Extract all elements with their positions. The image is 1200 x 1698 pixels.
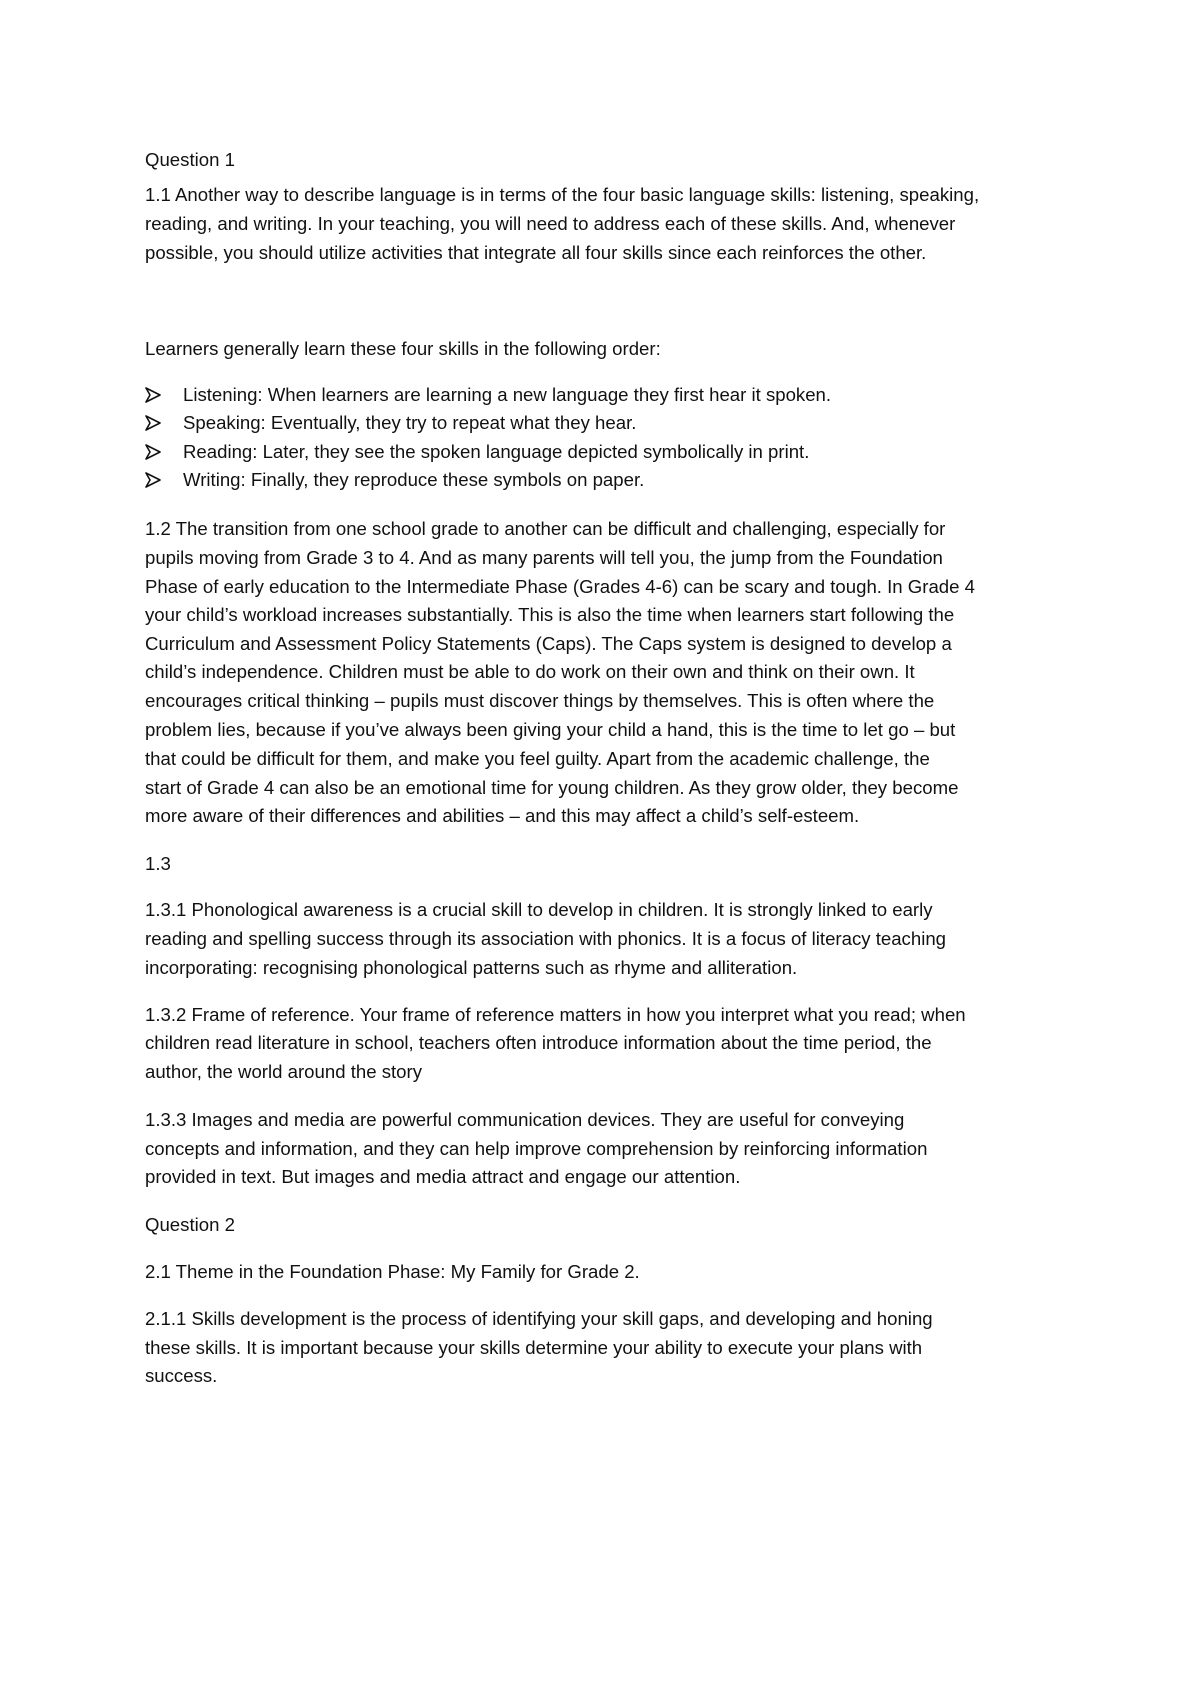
paragraph-1-2-line: start of Grade 4 can also be an emotional time for young children. As they grow older, they become: [145, 777, 959, 798]
paragraph-1-2-line: pupils moving from Grade 3 to 4. And as many parents will tell you, the jump from the Foundation: [145, 547, 943, 568]
paragraph-2-1-1-line: success.: [145, 1365, 218, 1386]
question-1-heading: Question 1: [145, 149, 235, 170]
paragraph-1-3-1-line: 1.3.1 Phonological awareness is a crucial skill to develop in children. It is strongly linked to early: [145, 899, 933, 920]
paragraph-1-3-1-line: reading and spelling success through its association with phonics. It is a focus of literacy teaching: [145, 928, 947, 949]
paragraph-1-3-3-line: 1.3.3 Images and media are powerful communication devices. They are useful for conveying: [145, 1109, 905, 1130]
paragraph-1-2-line: that could be difficult for them, and make you feel guilty. Apart from the academic challenge, the: [145, 748, 930, 769]
paragraph-1-2-line: Curriculum and Assessment Policy Statements (Caps). The Caps system is designed to develop a: [145, 633, 952, 654]
paragraph-1-3-2-line: children read literature in school, teachers often introduce information about the time period, the: [145, 1032, 932, 1053]
paragraph-2-1-1-line: 2.1.1 Skills development is the process of identifying your skill gaps, and developing and honing: [145, 1308, 933, 1329]
paragraph-1-1-line: reading, and writing. In your teaching, you will need to address each of these skills. And, whenever: [145, 213, 956, 234]
paragraph-1-2-line: your child’s workload increases substantially. This is also the time when learners start following the: [145, 604, 955, 625]
paragraph-1-3-3-line: concepts and information, and they can help improve comprehension by reinforcing information: [145, 1138, 928, 1159]
paragraph-1-1-line: possible, you should utilize activities that integrate all four skills since each reinforces the other.: [145, 242, 927, 263]
paragraph-1-1-line: 1.1 Another way to describe language is in terms of the four basic language skills: listening, speaking,: [145, 184, 980, 205]
arrow-bullet-icon: [145, 387, 161, 403]
arrow-bullet-icon: [145, 415, 161, 431]
paragraph-2-1: 2.1 Theme in the Foundation Phase: My Family for Grade 2.: [145, 1261, 640, 1282]
bullet-item: [183, 440, 809, 464]
bullet-item: [183, 411, 636, 435]
section-1-3-heading: 1.3: [145, 853, 171, 874]
paragraph-1-2-line: Phase of early education to the Intermediate Phase (Grades 4-6) can be scary and tough. In Grade 4: [145, 576, 975, 597]
paragraph-2-1-1-line: these skills. It is important because your skills determine your ability to execute your plans with: [145, 1337, 923, 1358]
bullet-item: [183, 383, 831, 407]
arrow-bullet-icon: [145, 472, 161, 488]
paragraph-1-3-3-line: provided in text. But images and media attract and engage our attention.: [145, 1166, 741, 1187]
bullet-text: Speaking: Eventually, they try to repeat what they hear.: [183, 412, 637, 433]
paragraph-1-2-line: problem lies, because if you’ve always been giving your child a hand, this is the time to let go – but: [145, 719, 956, 740]
bullet-text: Writing: Finally, they reproduce these symbols on paper.: [183, 469, 645, 490]
arrow-bullet-icon: [145, 444, 161, 460]
question-2-heading: Question 2: [145, 1214, 235, 1235]
paragraph-1-3-2-line: 1.3.2 Frame of reference. Your frame of reference matters in how you interpret what you read; when: [145, 1004, 966, 1025]
bullet-text: Reading: Later, they see the spoken language depicted symbolically in print.: [183, 441, 810, 462]
paragraph-1-2-line: child’s independence. Children must be able to do work on their own and think on their own. It: [145, 661, 915, 682]
paragraph-1-3-2-line: author, the world around the story: [145, 1061, 423, 1082]
paragraph-1-2-line: 1.2 The transition from one school grade to another can be difficult and challenging, especially for: [145, 518, 946, 539]
paragraph-1-3-1-line: incorporating: recognising phonological patterns such as rhyme and alliteration.: [145, 957, 798, 978]
skills-order-intro: Learners generally learn these four skills in the following order:: [145, 338, 661, 359]
bullet-item: [183, 468, 644, 492]
bullet-text: Listening: When learners are learning a new language they first hear it spoken.: [183, 384, 832, 405]
paragraph-1-2-line: encourages critical thinking – pupils must discover things by themselves. This is often where the: [145, 690, 935, 711]
paragraph-1-2-line: more aware of their differences and abilities – and this may affect a child’s self-esteem.: [145, 805, 860, 826]
